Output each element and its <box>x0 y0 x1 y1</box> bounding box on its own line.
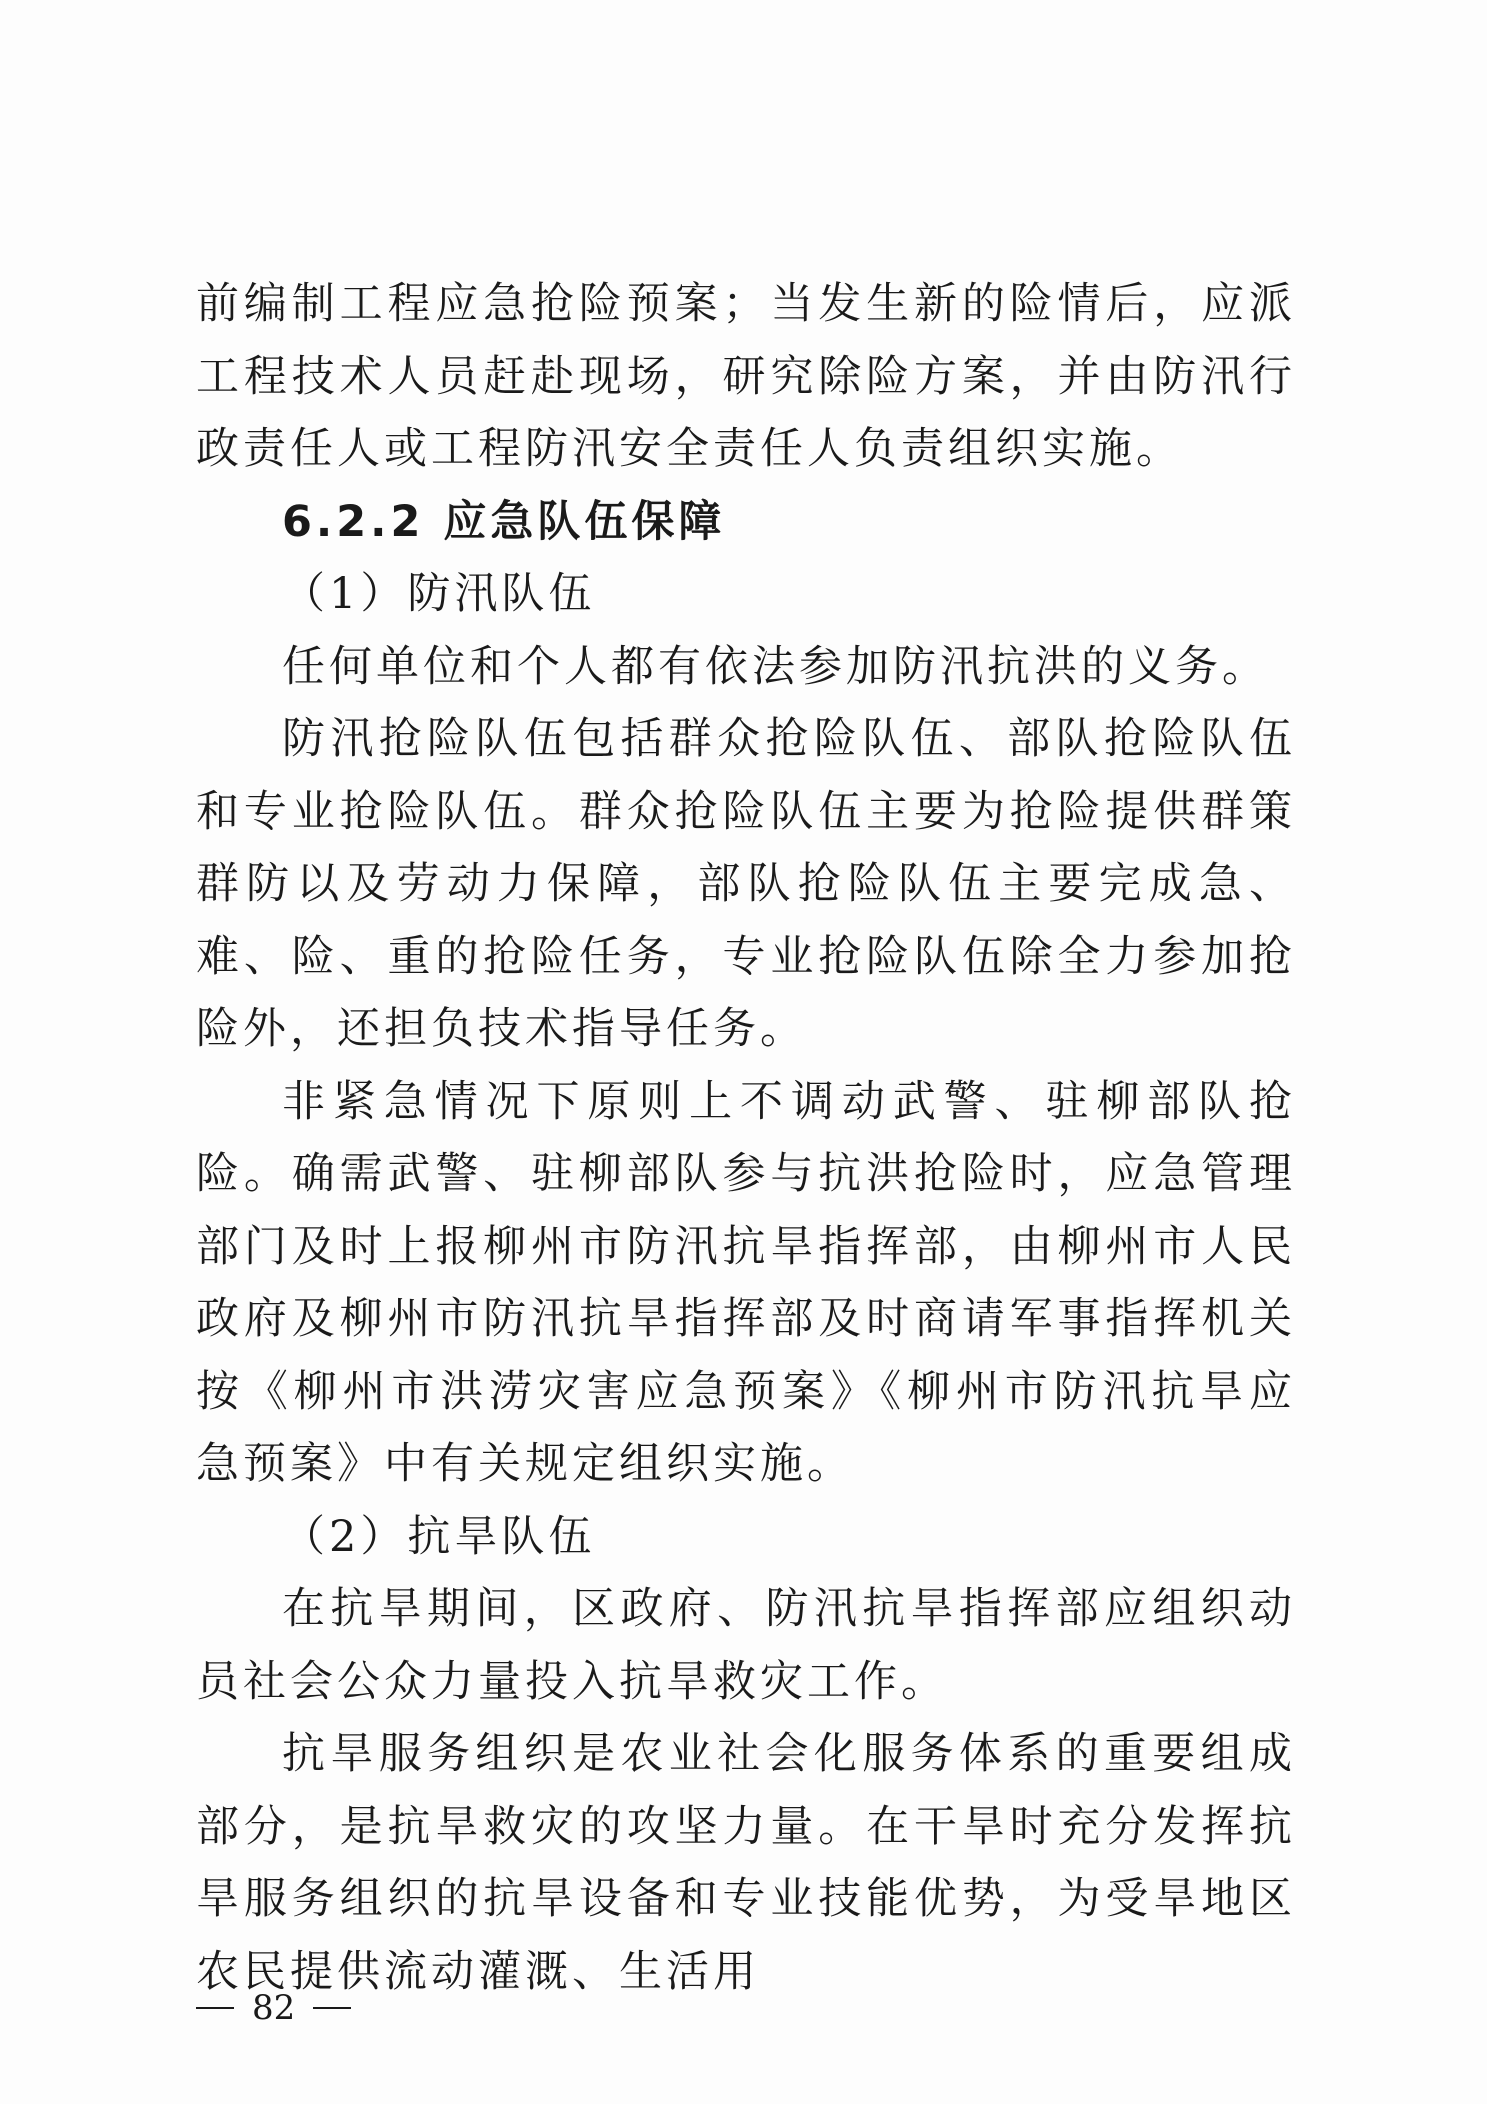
paragraph-drought-service: 抗旱服务组织是农业社会化服务体系的重要组成部分，是抗旱救灾的攻坚力量。在干旱时充分发挥抗旱服务组织的抗旱设备和专业技能优势，为受旱地区农民提供流动灌溉、生活用 <box>196 1729 1296 1997</box>
paragraph-obligation: 任何单位和个人都有依法参加防汛抗洪的义务。 <box>282 641 1269 692</box>
document-body <box>196 268 1296 2008</box>
subsection-title-flood-team: （1）防汛队伍 <box>282 569 596 619</box>
page-number: 82 <box>252 1988 296 2028</box>
section-heading: 6.2.2 应急队伍保障 <box>282 496 726 547</box>
subsection-title-drought-team: （2）抗旱队伍 <box>282 1511 596 1562</box>
footer-dash-right <box>313 2007 351 2009</box>
footer-dash-left <box>196 2007 234 2009</box>
paragraph-drought-mobilization: 在抗旱期间，区政府、防汛抗旱指挥部应组织动员社会公众力量投入抗旱救灾工作。 <box>196 1584 1296 1707</box>
paragraph-continuation: 前编制工程应急抢险预案；当发生新的险情后，应派工程技术人员赶赴现场，研究除险方案，并由防汛行政责任人或工程防汛安全责任人负责组织实施。 <box>196 279 1296 474</box>
paragraph-military-mobilization: 非紧急情况下原则上不调动武警、驻柳部队抢险。确需武警、驻柳部队参与抗洪抢险时，应急管理部门及时上报柳州市防汛抗旱指挥部，由柳州市人民政府及柳州市防汛抗旱指挥部及时商请军事指挥机关按《柳州市洪涝灾害应急预案》《柳州市防汛抗旱应急预案》中有关规定组织实施。 <box>196 1076 1296 1489</box>
paragraph-rescue-teams: 防汛抢险队伍包括群众抢险队伍、部队抢险队伍和专业抢险队伍。群众抢险队伍主要为抢险提供群策群防以及劳动力保障，部队抢险队伍主要完成急、难、险、重的抢险任务，专业抢险队伍除全力参加抢险外，还担负技术指导任务。 <box>196 714 1296 1054</box>
page-footer <box>196 1988 351 2028</box>
